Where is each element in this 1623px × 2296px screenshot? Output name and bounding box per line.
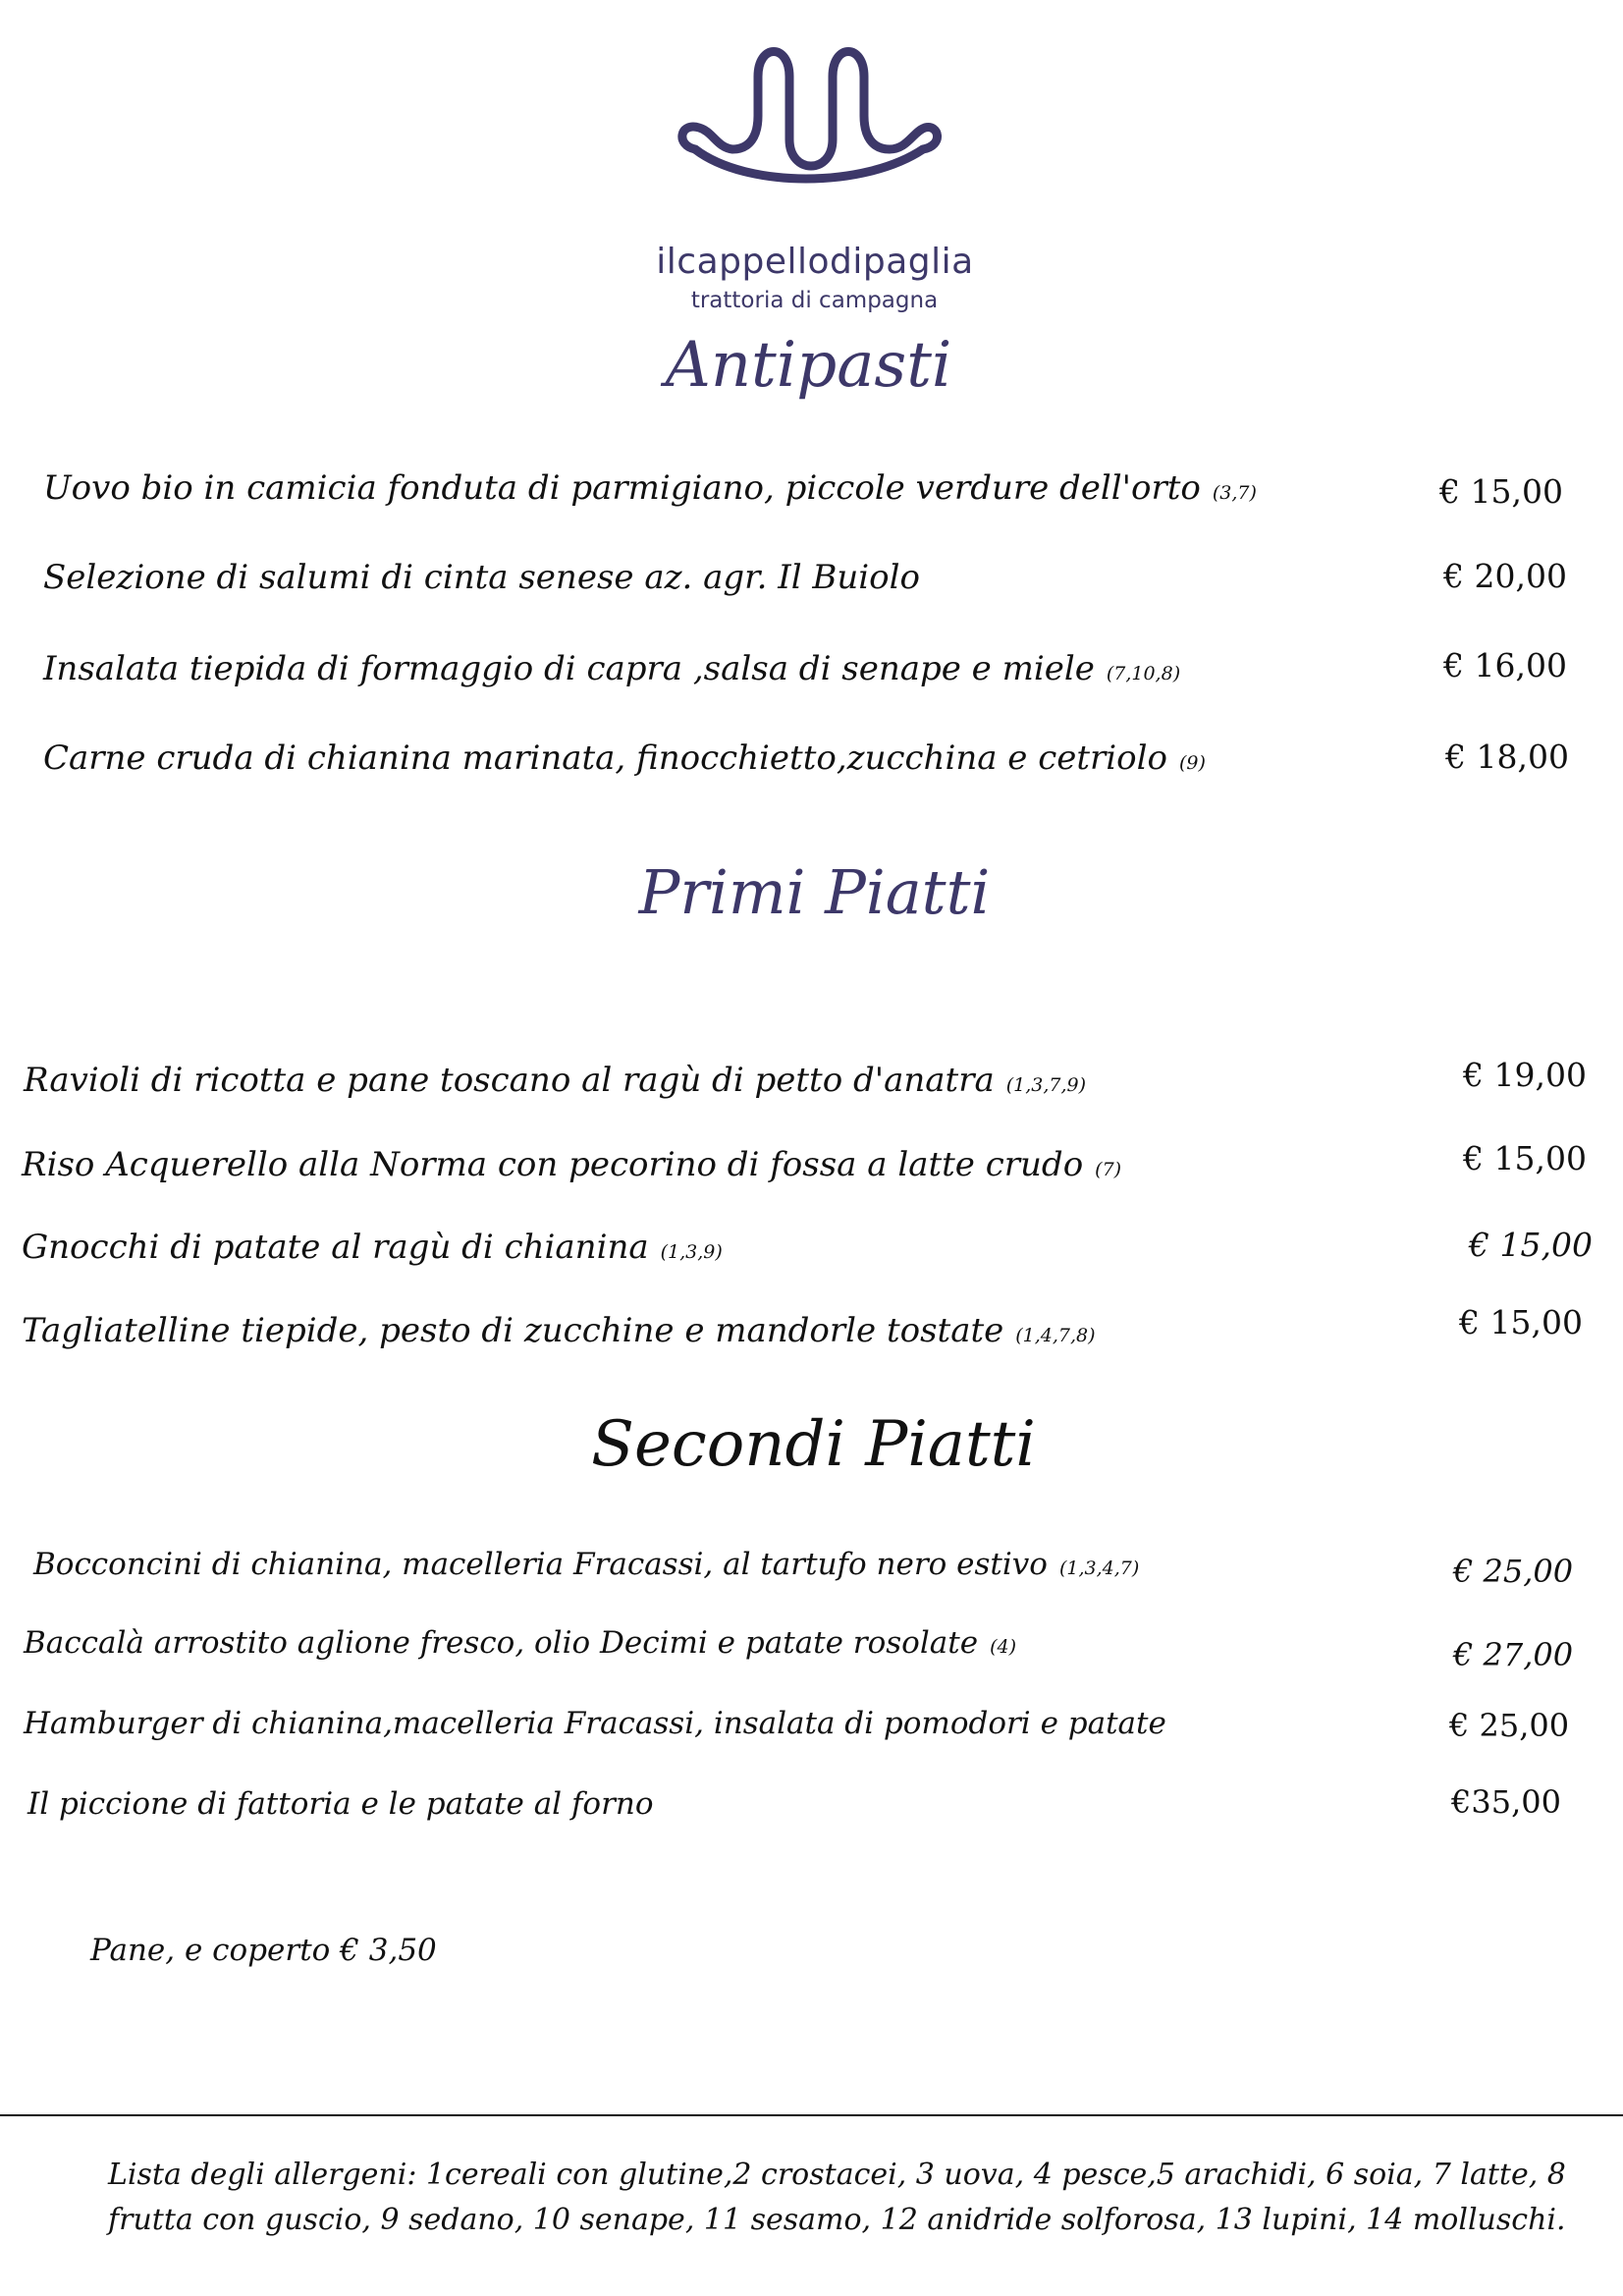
dish-price: € 15,00 [1463,1139,1587,1177]
dish-price: € 19,00 [1463,1056,1587,1094]
dish-name: Uovo bio in camicia fonduta di parmigiano, piccole verdure dell'orto [43,468,1201,508]
dish-name: Ravioli di ricotta e pane toscano al ragù di petto d'anatra [24,1061,995,1100]
allergen-legend [108,2153,1566,2243]
dish-name: Bocconcini di chianina, macelleria Fracassi, al tartufo nero estivo [33,1547,1048,1582]
dish-price: € 20,00 [1443,557,1567,595]
dish-name: Il piccione di fattoria e le patate al forno [27,1786,654,1822]
dish-name: Tagliatelline tiepide, pesto di zucchine e mandorle tostate [22,1311,1004,1350]
brand-name: ilcappellodipaglia [656,242,974,282]
dish-name: Riso Acquerello alla Norma con pecorino di fossa a latte crudo [22,1145,1084,1184]
dish-price: € 27,00 [1453,1636,1574,1673]
dish-allergens: (1,3,4,7) [1058,1558,1140,1579]
straw-hat-icon [668,29,943,196]
brand-tagline: trattoria di campagna [690,288,939,313]
dish-price: € 18,00 [1445,738,1569,776]
section-title-primi: Primi Piatti [638,856,991,928]
dish-allergens: (7) [1095,1159,1122,1180]
dish-allergens: (7,10,8) [1106,663,1181,684]
menu-item [43,649,1180,688]
dish-name: Gnocchi di patate al ragù di chianina [22,1228,649,1267]
menu-item [22,1228,723,1267]
menu-item [43,558,920,597]
menu-item [24,1061,1086,1100]
menu-item [24,1706,1166,1741]
dish-name: Hamburger di chianina,macelleria Fracassi, insalata di pomodori e patate [24,1706,1166,1741]
allergen-legend-line: frutta con guscio, 9 sedano, 10 senape, 11 sesamo, 12 anidride solforosa, 13 lupini, 14 molluschi. [108,2203,1566,2237]
dish-name: Selezione di salumi di cinta senese az. agr. Il Buiolo [43,558,920,597]
dish-allergens: (3,7) [1212,482,1257,504]
dish-price: € 25,00 [1453,1553,1574,1590]
dish-name: Baccalà arrostito aglione fresco, olio Decimi e patate rosolate [24,1625,979,1661]
menu-item [43,468,1257,508]
menu-item [22,1311,1096,1350]
section-title-antipasti: Antipasti [665,329,952,402]
allergen-legend-line: Lista degli allergeni: 1cereali con glutine,2 crostacei, 3 uova, 4 pesce,5 arachidi, 6 soia, 7 latte, 8 [108,2158,1566,2192]
cover-charge: Pane, e coperto € 3,50 [90,1933,437,1968]
dish-allergens: (1,3,9) [660,1241,723,1263]
menu-item [27,1786,654,1822]
dish-allergens: (4) [990,1636,1016,1658]
dish-allergens: (1,3,7,9) [1005,1074,1087,1096]
dish-price: € 15,00 [1469,1226,1593,1264]
menu-item [33,1547,1139,1582]
divider [0,2114,1623,2116]
dish-allergens: (9) [1179,752,1206,774]
dish-name: Insalata tiepida di formaggio di capra ,salsa di senape e miele [43,649,1095,688]
dish-price: € 15,00 [1459,1303,1583,1341]
dish-name: Carne cruda di chianina marinata, finocchietto,zucchina e cetriolo [43,738,1167,778]
section-title-secondi: Secondi Piatti [591,1408,1036,1481]
dish-allergens: (1,4,7,8) [1015,1325,1096,1346]
menu-item [22,1145,1121,1184]
dish-price: € 25,00 [1449,1707,1570,1744]
dish-price: € 16,00 [1443,646,1567,684]
menu-item [24,1625,1016,1661]
dish-price: € 15,00 [1439,472,1563,511]
dish-price: €35,00 [1451,1783,1561,1821]
menu-item [43,738,1206,778]
